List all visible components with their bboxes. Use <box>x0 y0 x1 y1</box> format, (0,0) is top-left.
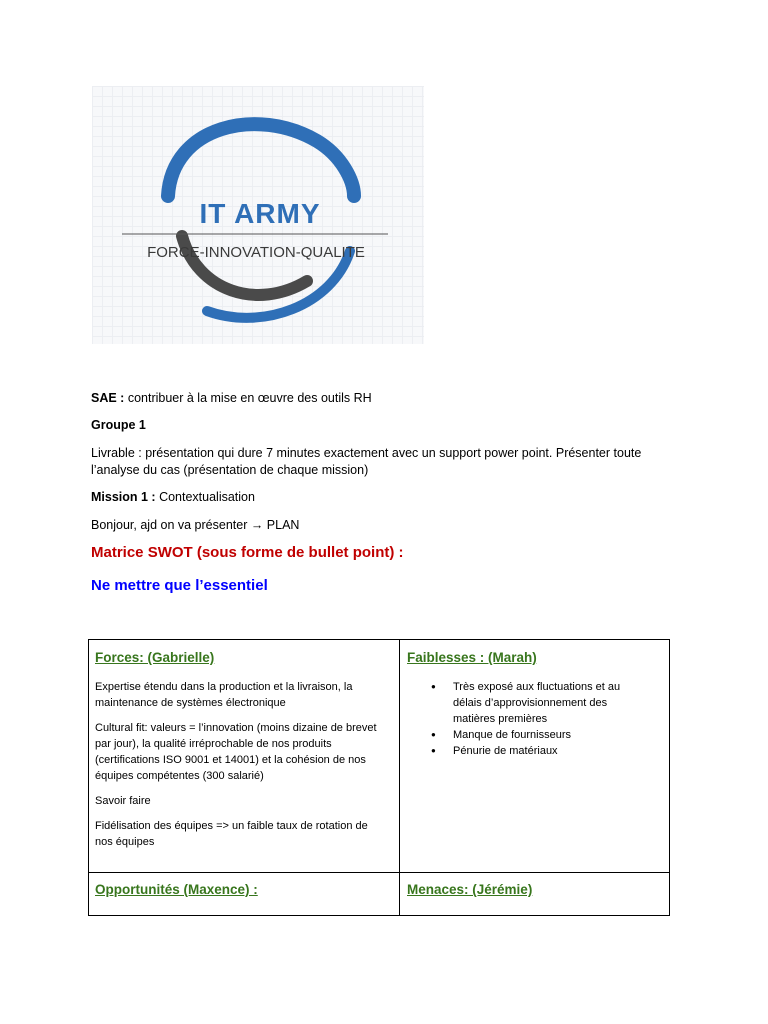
forces-paragraph-4: Fidélisation des équipes => un faible taux de rotation de nos équipes <box>95 820 368 848</box>
opportunites-title: Opportunités (Maxence) : <box>95 882 258 897</box>
mission-label: Mission 1 : <box>91 490 156 504</box>
mission-text: Contextualisation <box>155 490 255 504</box>
faiblesses-item: ● Pénurie de matériaux <box>427 743 647 759</box>
forces-paragraph-2: Cultural fit: valeurs = l’innovation (moins dizaine de brevet par jour), la qualité irréprochable de nos produits (certifications ISO 9001 et 14001) et la cohésion de nos équipes compétentes (300 salarié) <box>95 722 377 782</box>
swot-divider-vertical <box>399 640 400 915</box>
forces-paragraph-1: Expertise étendu dans la production et la livraison, la maintenance de systèmes électronique <box>95 681 353 709</box>
livrable-line-2: l’analyse du cas (présentation de chaque mission) <box>91 463 369 477</box>
forces-content <box>95 679 387 859</box>
groupe-line: Groupe 1 <box>91 418 146 432</box>
swot-divider-horizontal <box>89 872 669 873</box>
essentiel-heading: Ne mettre que l’essentiel <box>91 577 268 594</box>
bonjour-line: Bonjour, ajd on va présenter → PLAN <box>91 518 300 532</box>
sae-line <box>91 390 372 406</box>
livrable-line-1: Livrable : présentation qui dure 7 minutes exactement avec un support power point. Présenter toute <box>91 446 642 460</box>
swot-table <box>88 639 670 916</box>
swot-heading: Matrice SWOT (sous forme de bullet point) : <box>91 544 404 561</box>
faiblesses-item: ● Très exposé aux fluctuations et au délais d’approvisionnement des matières premières <box>427 679 647 727</box>
faiblesses-list <box>427 679 647 759</box>
mission-line <box>91 489 255 505</box>
sae-text: contribuer à la mise en œuvre des outils RH <box>124 391 372 405</box>
logo-slogan-text: FORCE-INNOVATION-QUALITE <box>147 244 365 261</box>
sae-label: SAE : <box>91 391 125 405</box>
forces-title: Forces: (Gabrielle) <box>95 650 215 665</box>
menaces-title: Menaces: (Jérémie) <box>407 882 533 897</box>
it-army-logo <box>92 86 424 344</box>
faiblesses-item: ● Manque de fournisseurs <box>427 727 647 743</box>
forces-paragraph-3: Savoir faire <box>95 795 151 807</box>
faiblesses-title: Faiblesses : (Marah) <box>407 650 537 665</box>
logo-brand-text: IT ARMY <box>199 198 321 229</box>
